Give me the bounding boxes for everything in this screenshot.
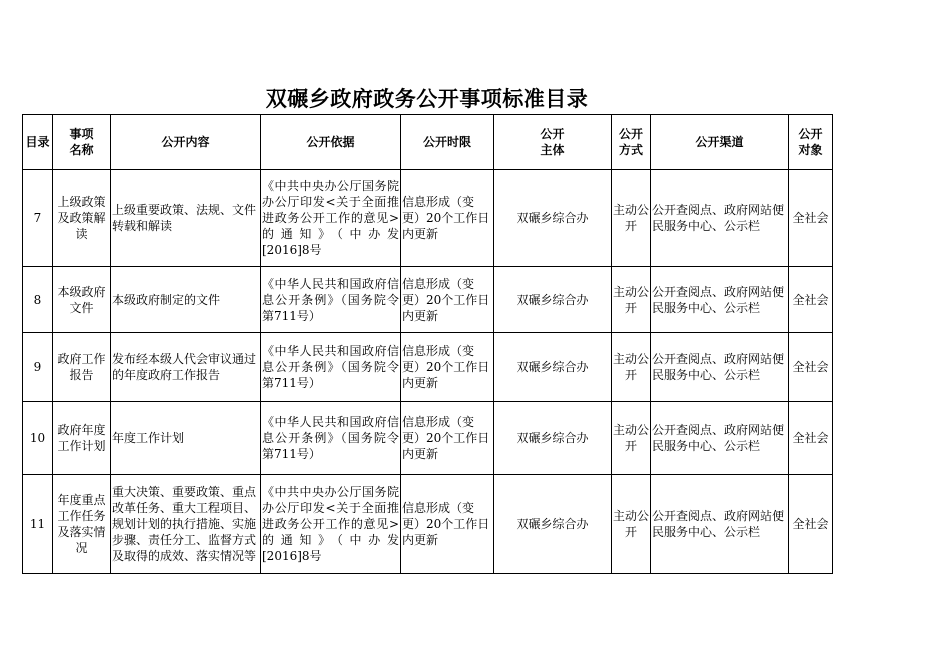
- header-item-name-line2: 名称: [69, 143, 94, 157]
- header-method-line1: 公开: [618, 127, 643, 141]
- cell-content: 重大决策、重要政策、重点改革任务、重大工程项目、规划计划的执行措施、实施步骤、责任分工、监督方式及取得的成效、落实情况等: [111, 475, 261, 574]
- cell-method: 主动公开: [612, 333, 651, 402]
- cell-basis: 《中华人民共和国政府信息公开条例》（国务院令第711号）: [261, 267, 401, 333]
- table-row: [23, 402, 833, 475]
- cell-basis: 《中华人民共和国政府信息公开条例》（国务院令第711号）: [261, 402, 401, 475]
- cell-subject: 双碾乡综合办: [494, 267, 612, 333]
- cell-item-name: 政府年度工作计划: [53, 402, 111, 475]
- cell-content: 上级重要政策、法规、文件转载和解读: [111, 170, 261, 267]
- cell-channel: 公开查阅点、政府网站便民服务中心、公示栏: [651, 333, 789, 402]
- cell-channel: 公开查阅点、政府网站便民服务中心、公示栏: [651, 170, 789, 267]
- document-title: 双碾乡政府政务公开事项标准目录: [265, 87, 589, 111]
- table-row: [23, 475, 833, 574]
- header-audience: [789, 115, 833, 170]
- cell-index: 9: [23, 333, 53, 402]
- cell-audience: 全社会: [789, 402, 833, 475]
- header-subject-line1: 公开: [540, 127, 565, 141]
- cell-time-limit: 信息形成（变更）20个工作日内更新: [401, 402, 494, 475]
- table-row: [23, 267, 833, 333]
- cell-item-name: 本级政府文件: [53, 267, 111, 333]
- cell-time-limit: 信息形成（变更）20个工作日内更新: [401, 267, 494, 333]
- cell-method: 主动公开: [612, 402, 651, 475]
- cell-basis: 《中共中央办公厅国务院办公厅印发<关于全面推进政务公开工作的意见>的通知》（中办发[2016]8号: [261, 170, 401, 267]
- cell-content: 发布经本级人代会审议通过的年度政府工作报告: [111, 333, 261, 402]
- header-basis: 公开依据: [261, 115, 401, 170]
- header-index: 目录: [23, 115, 53, 170]
- cell-item-name: 上级政策及政策解读: [53, 170, 111, 267]
- table-row: [23, 170, 833, 267]
- cell-index: 10: [23, 402, 53, 475]
- header-subject-line2: 主体: [540, 143, 565, 157]
- header-method-line2: 方式: [618, 143, 643, 157]
- cell-index: 11: [23, 475, 53, 574]
- cell-audience: 全社会: [789, 333, 833, 402]
- cell-index: 7: [23, 170, 53, 267]
- cell-content: 本级政府制定的文件: [111, 267, 261, 333]
- cell-item-name: 政府工作报告: [53, 333, 111, 402]
- cell-method: 主动公开: [612, 475, 651, 574]
- cell-method: 主动公开: [612, 170, 651, 267]
- cell-subject: 双碾乡综合办: [494, 333, 612, 402]
- cell-channel: 公开查阅点、政府网站便民服务中心、公示栏: [651, 475, 789, 574]
- cell-item-name: 年度重点工作任务及落实情况: [53, 475, 111, 574]
- cell-channel: 公开查阅点、政府网站便民服务中心、公示栏: [651, 402, 789, 475]
- header-audience-line1: 公开: [798, 127, 823, 141]
- cell-subject: 双碾乡综合办: [494, 475, 612, 574]
- header-method: [612, 115, 651, 170]
- cell-audience: 全社会: [789, 267, 833, 333]
- header-subject: [494, 115, 612, 170]
- cell-basis: 《中华人民共和国政府信息公开条例》（国务院令第711号）: [261, 333, 401, 402]
- cell-basis: 《中共中央办公厅国务院办公厅印发<关于全面推进政务公开工作的意见>的通知》（中办发[2016]8号: [261, 475, 401, 574]
- cell-method: 主动公开: [612, 267, 651, 333]
- header-time-limit: 公开时限: [401, 115, 494, 170]
- disclosure-catalog-table: [22, 114, 833, 574]
- header-item-name: [53, 115, 111, 170]
- cell-index: 8: [23, 267, 53, 333]
- cell-time-limit: 信息形成（变更）20个工作日内更新: [401, 170, 494, 267]
- cell-subject: 双碾乡综合办: [494, 170, 612, 267]
- header-audience-line2: 对象: [798, 143, 823, 157]
- cell-content: 年度工作计划: [111, 402, 261, 475]
- cell-audience: 全社会: [789, 170, 833, 267]
- cell-audience: 全社会: [789, 475, 833, 574]
- cell-time-limit: 信息形成（变更）20个工作日内更新: [401, 475, 494, 574]
- header-content: 公开内容: [111, 115, 261, 170]
- cell-subject: 双碾乡综合办: [494, 402, 612, 475]
- cell-time-limit: 信息形成（变更）20个工作日内更新: [401, 333, 494, 402]
- table-row: [23, 333, 833, 402]
- header-row: [23, 115, 833, 170]
- header-channel: 公开渠道: [651, 115, 789, 170]
- header-item-name-line1: 事项: [69, 127, 94, 141]
- cell-channel: 公开查阅点、政府网站便民服务中心、公示栏: [651, 267, 789, 333]
